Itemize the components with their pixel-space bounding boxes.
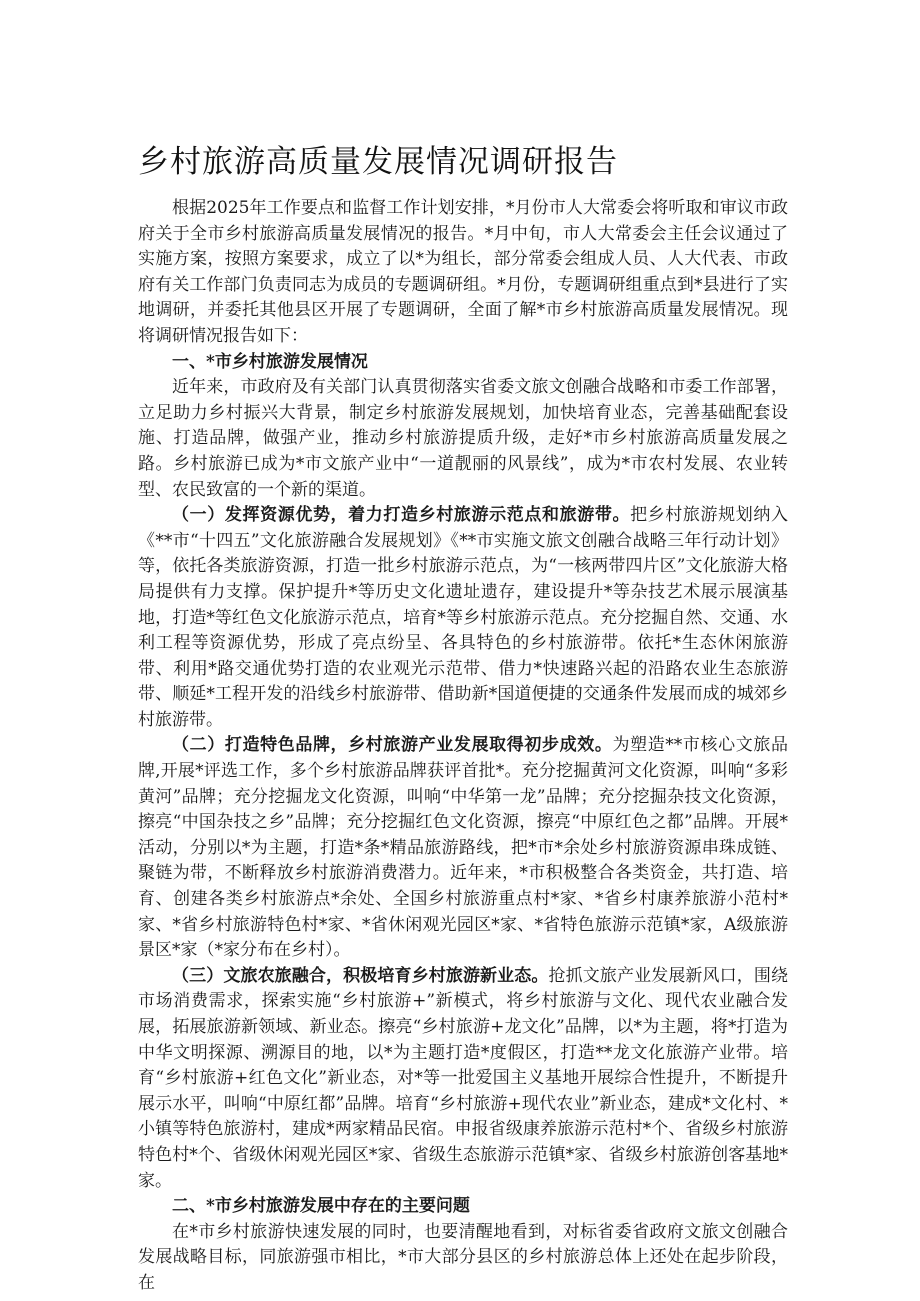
subsection-3-paragraph (138, 964, 788, 1194)
subsection-2-paragraph (138, 733, 788, 963)
section-heading-2: 二、*市乡村旅游发展中存在的主要问题 (172, 1196, 470, 1217)
paragraph-text: 近年来，市政府及有关部门认真贯彻落实省委文旅文创融合战略和市委工作部署，立足助力乡村振兴大背景，制定乡村旅游发展规划，加快培育业态，完善基础配套设施、打造品牌，做强产业，推动乡村旅游提质升级，走好*市乡村旅游高质量发展之路。乡村旅游已成为*市文旅产业中“一道靓丽的风景线”，成为*市农村发展、农业转型、农民致富的一个新的渠道。 (138, 377, 788, 500)
subsection-lead: （三）文旅农旅融合，积极培育乡村旅游新业态。 (172, 965, 549, 986)
paragraph-text: 根据2025年工作要点和监督工作计划安排，*月份市人大常委会将听取和审议市政府关于全市乡村旅游高质量发展情况的报告。*月中旬，市人大常委会主任会议通过了实施方案，按照方案要求，成立了以*为组长，部分常委会组成人员、人大代表、市政府有关工作部门负责同志为成员的专题调研组。*月份，专题调研组重点到*县进行了实地调研，并委托其他县区开展了专题调研，全面了解*市乡村旅游高质量发展情况。现将调研情况报告如下： (138, 198, 788, 346)
paragraph-text: 把乡村旅游规划纳入《**市“十四五”文化旅游融合发展规划》《**市实施文旅文创融合战略三年行动计划》等，依托各类旅游资源，打造一批乡村旅游示范点，为“一核两带四片区”文化旅游大格局提供有力支撑。保护提升*等历史文化遗址遗存，建设提升*等杂技艺术展示展演基地，打造*等红色文化旅游示范点，培育*等乡村旅游示范点。充分挖掘自然、交通、水利工程等资源优势，形成了亮点纷呈、各具特色的乡村旅游带。依托*生态休闲旅游带、利用*路交通优势打造的农业观光示范带、借力*快速路兴起的沿路农业生态旅游带、顺延*工程开发的沿线乡村旅游带、借助新*国道便捷的交通条件发展而成的城郊乡村旅游带。 (138, 505, 789, 730)
document-title: 乡村旅游高质量发展情况调研报告 (138, 144, 618, 180)
subsection-1-paragraph (138, 503, 788, 733)
paragraph-text: 抢抓文旅产业发展新风口，围绕市场消费需求，探索实施“乡村旅游+”新模式，将乡村旅游与文化、现代农业融合发展，拓展旅游新领域、新业态。擦亮“乡村旅游+龙文化”品牌，以*为主题，将*打造为中华文明探源、溯源目的地，以*为主题打造*度假区，打造**龙文化旅游产业带。培育“乡村旅游+红色文化”新业态，对*等一批爱国主义基地开展综合性提升，不断提升展示水平，叫响“中原红都”品牌。培育“乡村旅游+现代农业”新业态，建成*文化村、*小镇等特色旅游村，建成*两家精品民宿。申报省级康养旅游示范村*个、省级乡村旅游特色村*个、省级休闲观光园区*家、省级生态旅游示范镇*家、省级乡村旅游创客基地*家。 (138, 965, 789, 1191)
paragraph-text: 为塑造**市核心文旅品牌,开展*评选工作，多个乡村旅游品牌获评首批*。充分挖掘黄河文化资源，叫响“多彩黄河”品牌；充分挖掘龙文化资源，叫响“中华第一龙”品牌；充分挖掘杂技文化资源，擦亮“中国杂技之乡”品牌；充分挖掘红色文化资源，擦亮“中原红色之都”品牌。开展*活动，分别以*为主题，打造*条*精品旅游路线，把*市*余处乡村旅游资源串珠成链、聚链为带，不断释放乡村旅游消费潜力。近年来，*市积极整合各类资金，共打造、培育、创建各类乡村旅游点*余处、全国乡村旅游重点村*家、*省乡村康养旅游小范村*家、*省乡村旅游特色村*家、*省休闲观光园区*家、*省特色旅游示范镇*家，A级旅游景区*家（*家分布在乡村）。 (138, 735, 789, 961)
paragraph-text: 在*市乡村旅游快速发展的同时，也要清醒地看到，对标省委省政府文旅文创融合发展战略目标，同旅游强市相比，*市大部分县区的乡村旅游总体上还处在起步阶段，在 (138, 1221, 788, 1293)
subsection-lead: （二）打造特色品牌，乡村旅游产业发展取得初步成效。 (172, 735, 613, 756)
document-body (138, 196, 788, 1297)
subsection-lead: （一）发挥资源优势，着力打造乡村旅游示范点和旅游带。 (172, 505, 631, 526)
section-heading-1: 一、*市乡村旅游发展情况 (172, 351, 368, 372)
section-2-paragraph (138, 1220, 788, 1297)
section-1-paragraph (138, 375, 788, 503)
intro-paragraph (138, 196, 788, 350)
